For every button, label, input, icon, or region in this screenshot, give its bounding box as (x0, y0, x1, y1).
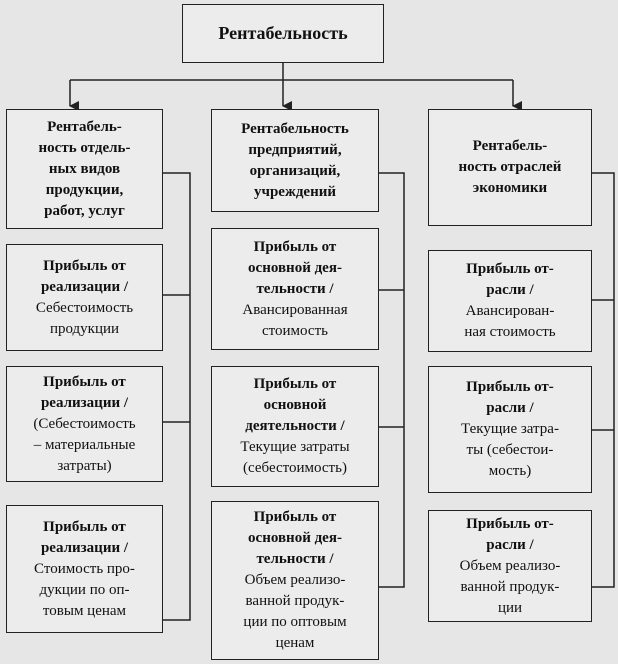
root-label: Рентабельность (218, 23, 348, 43)
formula-numerator: Прибыль от реализации / (40, 257, 129, 295)
formula-box-col3-2 (428, 366, 592, 493)
formula-numerator: Прибыль от реализации / (40, 518, 129, 556)
formula-denominator: Авансированная стоимость (242, 301, 348, 339)
formula-box-col2-1 (211, 228, 379, 350)
formula-denominator: (Себестоимость – материальные затраты) (33, 415, 136, 474)
formula-box-col1-1 (6, 244, 163, 351)
formula-numerator: Прибыль от- расли / (466, 261, 554, 298)
formula-box-col3-3 (428, 510, 592, 622)
formula-numerator: Прибыль от основной деятельности / (245, 376, 345, 434)
root-box (182, 4, 384, 63)
header-col3 (428, 109, 592, 226)
formula-denominator: Стоимость про- дукции по оп- товым ценам (34, 560, 135, 619)
formula-numerator: Прибыль от основной дея- тельности / (248, 238, 342, 297)
formula-box-col3-1 (428, 250, 592, 352)
header-col1-label: Рентабель- ность отдель- ных видов продукции, работ, услуг (38, 118, 131, 219)
formula-box-col2-2 (211, 366, 379, 487)
bracket-col1 (163, 173, 190, 620)
header-col3-label: Рентабель- ность отраслей экономики (458, 138, 562, 196)
formula-denominator: Объем реализо- ванной продук- ции (459, 557, 561, 616)
formula-numerator: Прибыль от основной дея- тельности / (248, 509, 342, 567)
formula-denominator: Объем реализо- ванной продук- ции по оптовым ценам (243, 572, 347, 651)
formula-numerator: Прибыль от реализации / (40, 373, 129, 411)
formula-denominator: Текущие затраты (себестоимость) (240, 439, 350, 476)
formula-denominator: Себестоимость продукции (35, 299, 134, 337)
formula-numerator: Прибыль от- расли / (466, 515, 554, 553)
header-col2 (211, 109, 379, 212)
formula-numerator: Прибыль от- расли / (466, 379, 554, 416)
header-col2-label: Рентабельность предприятий, организаций, учреждений (241, 120, 349, 200)
formula-box-col2-3 (211, 501, 379, 660)
header-col1 (6, 109, 163, 229)
formula-box-col1-3 (6, 505, 163, 633)
formula-box-col1-2 (6, 366, 163, 482)
formula-denominator: Текущие затра- ты (себестои- мость) (461, 421, 559, 479)
formula-denominator: Авансирован- ная стоимость (464, 303, 556, 340)
bracket-col2 (379, 173, 404, 587)
bracket-col3 (592, 173, 614, 587)
